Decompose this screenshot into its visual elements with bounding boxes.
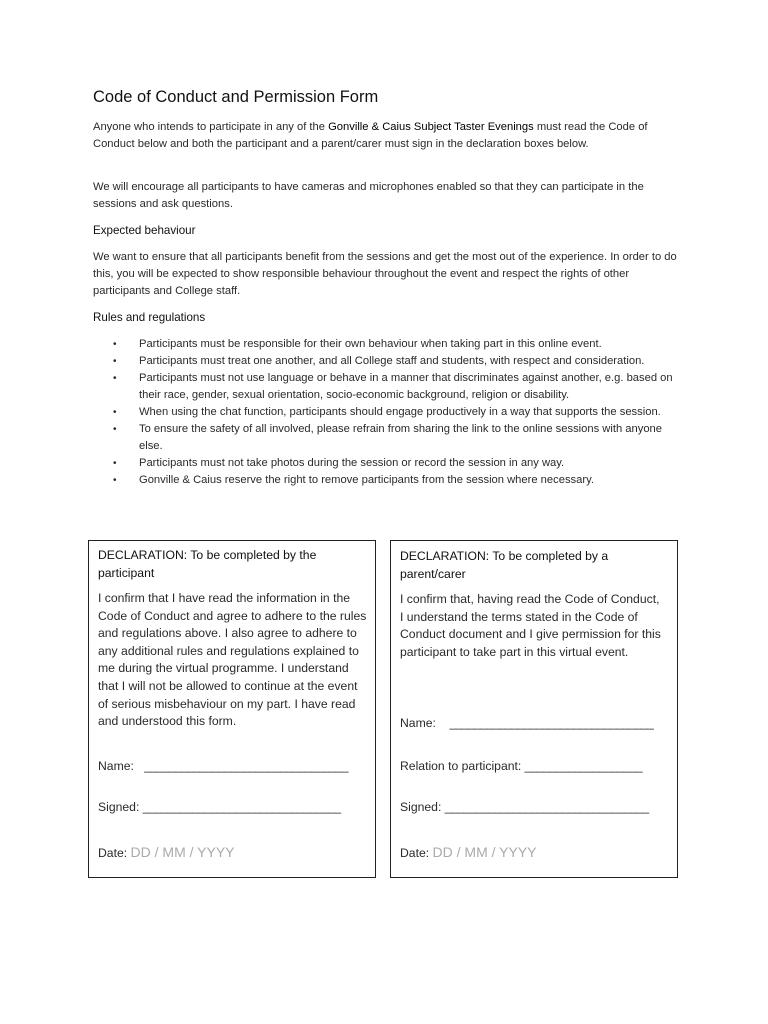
participant-date-label: Date: bbox=[98, 846, 128, 860]
parent-name-field[interactable] bbox=[400, 716, 653, 730]
parent-relation-line[interactable]: ___________________ bbox=[524, 759, 643, 773]
parent-declaration-box bbox=[390, 540, 678, 878]
parent-name-label: Name: bbox=[400, 716, 436, 730]
cameras-paragraph: We will encourage all participants to have cameras and microphones enabled so that they can participate in the sessions and ask questions. bbox=[93, 181, 644, 210]
rule-text: Participants must not use language or behave in a manner that discriminates against another, e.g. based on their race, gender, sexual orientation, socio-economic background, religion or disability. bbox=[139, 372, 673, 401]
rule-item bbox=[93, 370, 683, 404]
rule-item bbox=[93, 336, 683, 353]
participant-name-line[interactable]: _________________________________ bbox=[144, 759, 348, 773]
parent-declaration-title: DECLARATION: To be completed by a parent/carer bbox=[400, 549, 609, 581]
event-name: Gonville & Caius Subject Taster Evenings bbox=[328, 121, 534, 133]
bullet-icon: • bbox=[113, 339, 117, 350]
parent-date-label: Date: bbox=[400, 846, 430, 860]
rule-text: When using the chat function, participants should engage productively in a way that supports the session. bbox=[139, 406, 661, 418]
expected-behaviour-text: We want to ensure that all participants benefit from the sessions and get the most out of the experience. In order to do this, you will be expected to show responsible behaviour throughout the event and respect the rights of other participants and College staff. bbox=[93, 251, 677, 297]
bullet-icon: • bbox=[113, 407, 117, 418]
participant-signed-label: Signed: bbox=[98, 800, 140, 814]
rule-item bbox=[93, 421, 683, 455]
participant-declaration-title: DECLARATION: To be completed by the participant bbox=[98, 548, 317, 580]
intro-paragraph bbox=[93, 119, 678, 153]
bullet-icon: • bbox=[113, 458, 117, 469]
bullet-icon: • bbox=[113, 475, 117, 486]
parent-signed-field[interactable] bbox=[400, 800, 649, 814]
expected-behaviour-heading: Expected behaviour bbox=[93, 224, 196, 237]
parent-date-field[interactable] bbox=[400, 844, 537, 860]
rule-text: Participants must be responsible for their own behaviour when taking part in this online event. bbox=[139, 338, 602, 350]
participant-declaration-body: I confirm that I have read the information in the Code of Conduct and agree to adhere to the rules and regulations above. I also agree to adhere to any additional rules and regulations explained to me during the virtual programme. I understand that I will not be allowed to continue at the event of serious misbehaviour on my part. I have read and understood this form. bbox=[98, 591, 367, 729]
rule-item bbox=[93, 455, 683, 472]
participant-declaration-box bbox=[88, 540, 376, 878]
participant-signed-field[interactable] bbox=[98, 800, 340, 814]
parent-signed-line[interactable]: _________________________________ bbox=[444, 800, 649, 814]
rules-list bbox=[93, 336, 683, 489]
parent-signed-label: Signed: bbox=[400, 800, 442, 814]
parent-declaration-body: I confirm that, having read the Code of Conduct, I understand the terms stated in the Code of Conduct document and I give permission for this participant to take part in this virtual event. bbox=[400, 592, 661, 659]
rule-text: Participants must not take photos during the session or record the session in any way. bbox=[139, 457, 565, 469]
rule-item bbox=[93, 472, 683, 489]
parent-relation-field[interactable] bbox=[400, 759, 642, 773]
bullet-icon: • bbox=[113, 356, 117, 367]
page-title: Code of Conduct and Permission Form bbox=[93, 88, 379, 106]
bullet-icon: • bbox=[113, 424, 117, 435]
rule-item bbox=[93, 404, 683, 421]
parent-date-input[interactable]: DD / MM / YYYY bbox=[432, 844, 537, 860]
rule-text: Participants must treat one another, and all College staff and students, with respect and consideration. bbox=[139, 355, 645, 367]
participant-name-field[interactable] bbox=[98, 759, 348, 773]
participant-date-input[interactable]: DD / MM / YYYY bbox=[130, 844, 235, 860]
parent-name-line[interactable]: _________________________________ bbox=[449, 716, 654, 730]
rules-heading: Rules and regulations bbox=[93, 311, 206, 324]
rule-text: Gonville & Caius reserve the right to remove participants from the session where necessary. bbox=[139, 474, 594, 486]
participant-date-field[interactable] bbox=[98, 844, 235, 860]
parent-relation-label: Relation to participant: bbox=[400, 759, 522, 773]
participant-name-label: Name: bbox=[98, 759, 134, 773]
intro-after: must read the Code of Conduct below and both the participant and a parent/carer must sign in the declaration boxes below. bbox=[93, 121, 648, 150]
bullet-icon: • bbox=[113, 373, 117, 384]
intro-before: Anyone who intends to participate in any of the bbox=[93, 121, 329, 133]
rule-text: To ensure the safety of all involved, please refrain from sharing the link to the online sessions with anyone else. bbox=[139, 423, 662, 452]
participant-signed-line[interactable]: ________________________________ bbox=[142, 800, 341, 814]
rule-item bbox=[93, 353, 683, 370]
